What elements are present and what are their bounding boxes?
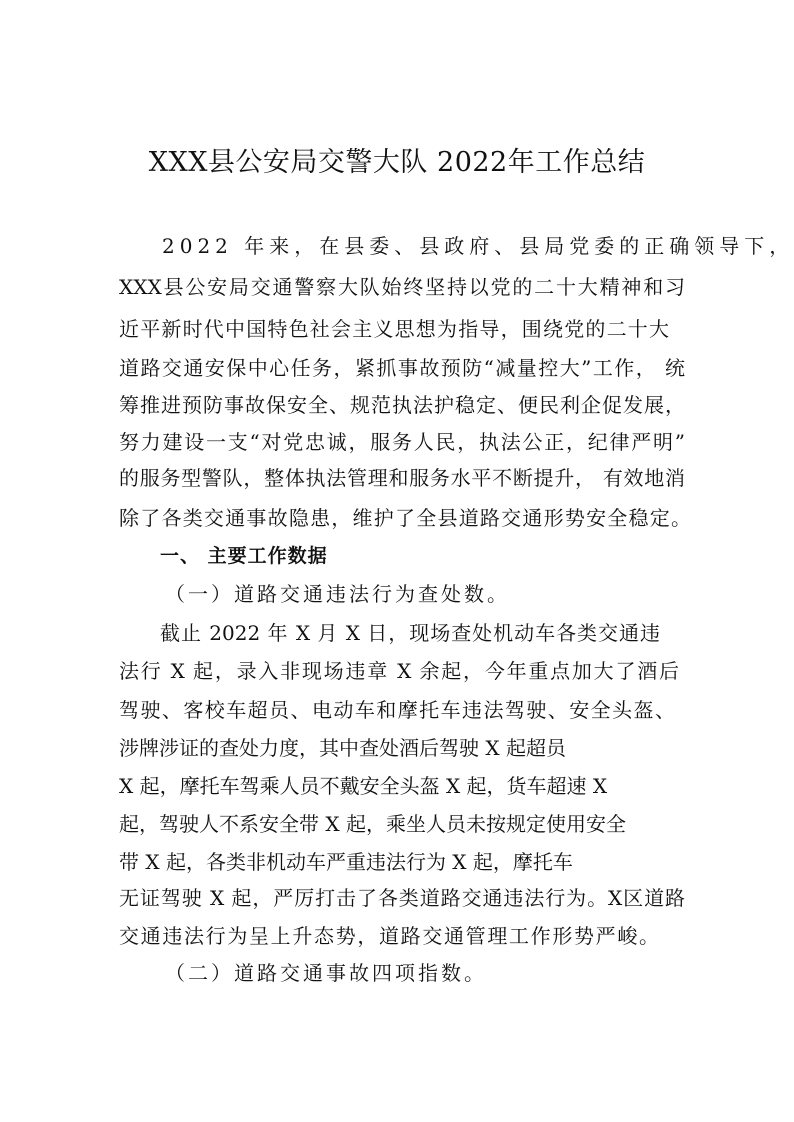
body-line: 涉牌涉证的查处力度，其中查处酒后驾驶 X 起超员 [119,736,566,760]
body-line: X 起，摩托车驾乘人员不戴安全头盔 X 起，货车超速 X [119,774,608,798]
intro-line: XXX县公安局交通警察大队始终坚持以党的二十大精神和习 [119,275,685,299]
subsection-heading: （二）道路交通事故四项指数。 [165,961,487,985]
body-line: 交通违法行为呈上升态势，道路交通管理工作形势严峻。 [119,924,659,948]
intro-line: 2022 年来，在县委、县政府、县局党委的正确领导下， [162,234,794,258]
body-line: 无证驾驶 X 起，严厉打击了各类道路交通违法行为。X区道路 [119,886,685,910]
intro-line: 道路交通安保中心任务，紧抓事故预防“减量控大”工作， 统 [119,356,685,380]
body-line: 截止 2022 年 X 月 X 日，现场查处机动车各类交通违 [160,621,660,645]
intro-line: 的服务型警队，整体执法管理和服务水平不断提升， 有效地消 [119,466,685,490]
body-line: 法行 X 起，录入非现场违章 X 余起，今年重点加大了酒后 [119,659,679,683]
intro-line: 筹推进预防事故保安全、规范执法护稳定、便民利企促发展， [119,393,685,417]
document-title: XXX县公安局交警大队 2022年工作总结 [148,147,646,178]
body-line: 驾驶、客校车超员、电动车和摩托车违法驾驶、安全头盔、 [119,698,675,722]
subsection-heading: （一）道路交通违法行为查处数。 [165,582,510,606]
intro-line: 努力建设一支“对党忠诚，服务人民，执法公正，纪律严明” [119,430,685,454]
intro-line: 除了各类交通事故隐患，维护了全县道路交通形势安全稳定。 [119,506,691,530]
intro-line: 近平新时代中国特色社会主义思想为指导，围绕党的二十大 [119,317,669,341]
body-line: 起，驾驶人不系安全带 X 起，乘坐人员未按规定使用安全 [119,812,626,836]
body-line: 带 X 起，各类非机动车严重违法行为 X 起，摩托车 [119,850,573,874]
section-heading: 一、 主要工作数据 [160,545,328,567]
